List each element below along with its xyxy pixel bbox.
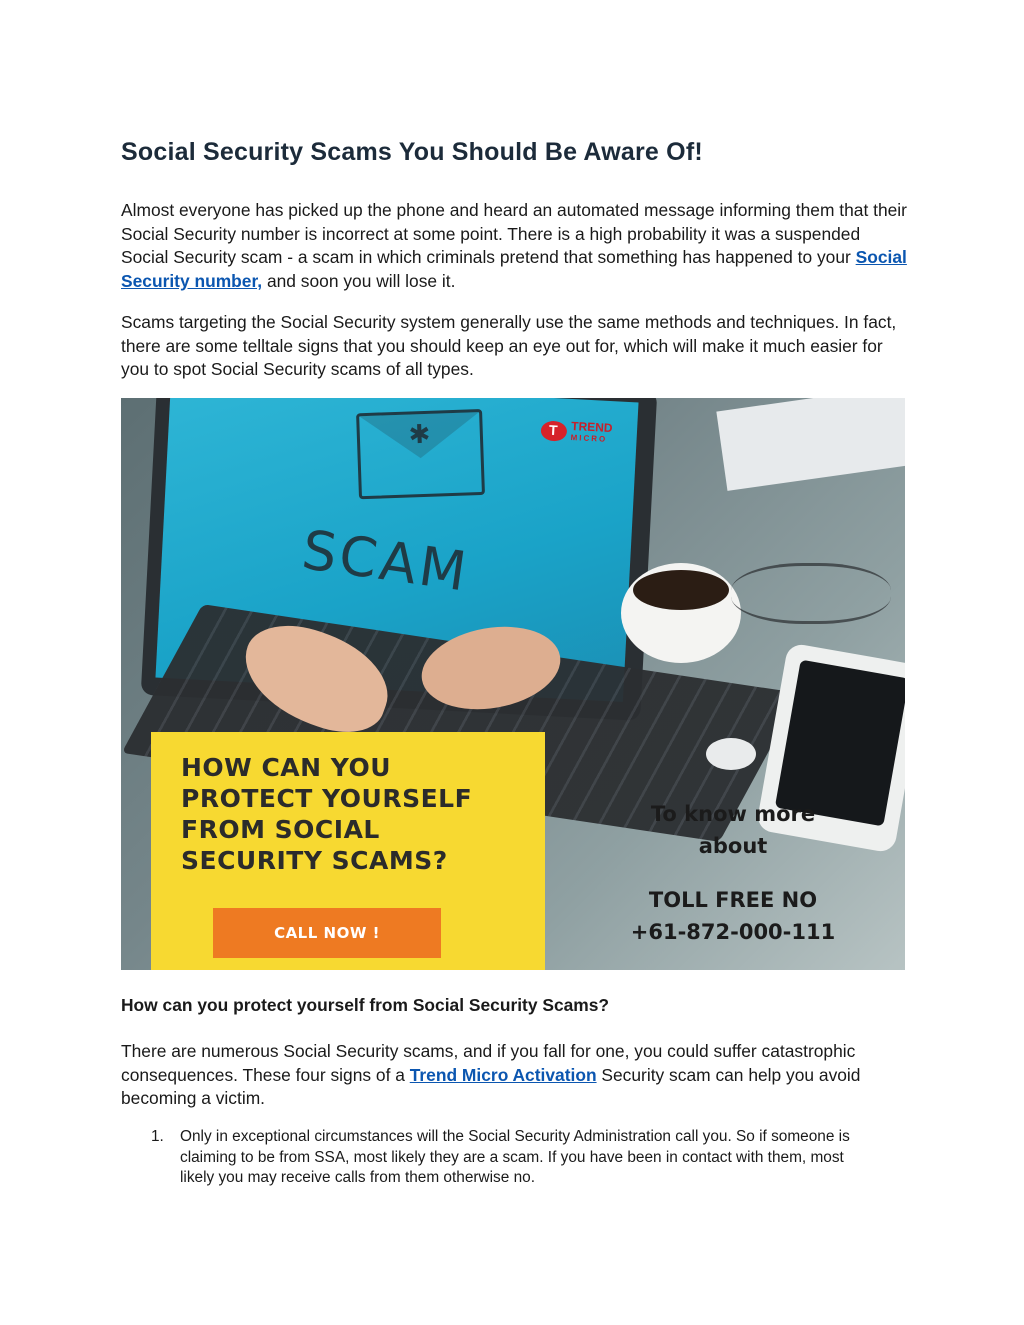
mouse-icon	[706, 738, 756, 770]
trend-micro-logo	[540, 419, 612, 445]
section-heading: How can you protect yourself from Social Security Scams?	[121, 995, 610, 1015]
headline-line: SECURITY SCAMS?	[181, 846, 448, 875]
coffee-icon	[633, 570, 729, 610]
screen-scam-text: SCAM	[298, 518, 473, 604]
logo-name: TREND	[570, 418, 613, 436]
headline-line: FROM SOCIAL	[181, 815, 380, 844]
intro-paragraph	[121, 199, 911, 293]
signs-list	[151, 1127, 871, 1189]
intro-text: Almost everyone has picked up the phone and heard an automated message informing them that their Social Security number is incorrect at some point. There is a high probability it was a suspended Social Security scam - a scam in which criminals pretend that something has happened to your	[121, 200, 907, 268]
call-now-button[interactable]: CALL NOW !	[213, 908, 441, 958]
about-line: about	[698, 834, 768, 858]
phone-number: +61-872-000-111	[630, 920, 836, 944]
article-title: Social Security Scams You Should Be Aware Of!	[121, 138, 703, 166]
paragraph3-text: There are numerous Social Security scams, and if you fall for one, you could suffer catastrophic consequences. These four signs of a	[121, 1041, 856, 1085]
body-paragraph-3	[121, 1040, 911, 1111]
body-paragraph-2: Scams targeting the Social Security system generally use the same methods and techniques. In fact, there are some telltale signs that you should keep an eye out for, which will make it much easier for you to spot Social Security scams of all types.	[121, 312, 897, 380]
social-security-number-link[interactable]: Social Security number,	[121, 247, 907, 291]
trend-logo-icon	[540, 420, 567, 441]
headline-box	[151, 732, 545, 970]
headline-line: HOW CAN YOU	[181, 753, 392, 782]
paragraph3-text-end: Security scam can help you avoid becoming a victim.	[121, 1064, 861, 1109]
know-more-line: To know more	[650, 802, 816, 826]
promo-banner-image	[121, 398, 905, 970]
logo-sub: MICRO	[570, 432, 608, 444]
glasses-icon	[731, 563, 891, 624]
toll-free-info	[583, 798, 883, 948]
list-number: 1.	[151, 1128, 164, 1145]
bug-icon: ✱	[408, 418, 431, 450]
trend-micro-activation-link[interactable]: Trend Micro Activation	[409, 1064, 597, 1085]
headline-line: PROTECT YOURSELF	[181, 784, 473, 813]
banner-headline	[181, 752, 541, 876]
list-item-text: Only in exceptional circumstances will the Social Security Administration call you. So if someone is claiming to be from SSA, most likely they are a scam. If you have been in contact with them, most likely you may receive calls from them otherwise no.	[180, 1128, 850, 1186]
intro-text-end: and soon you will lose it.	[262, 270, 456, 291]
list-item	[151, 1127, 871, 1189]
toll-free-label: TOLL FREE NO	[648, 888, 818, 912]
